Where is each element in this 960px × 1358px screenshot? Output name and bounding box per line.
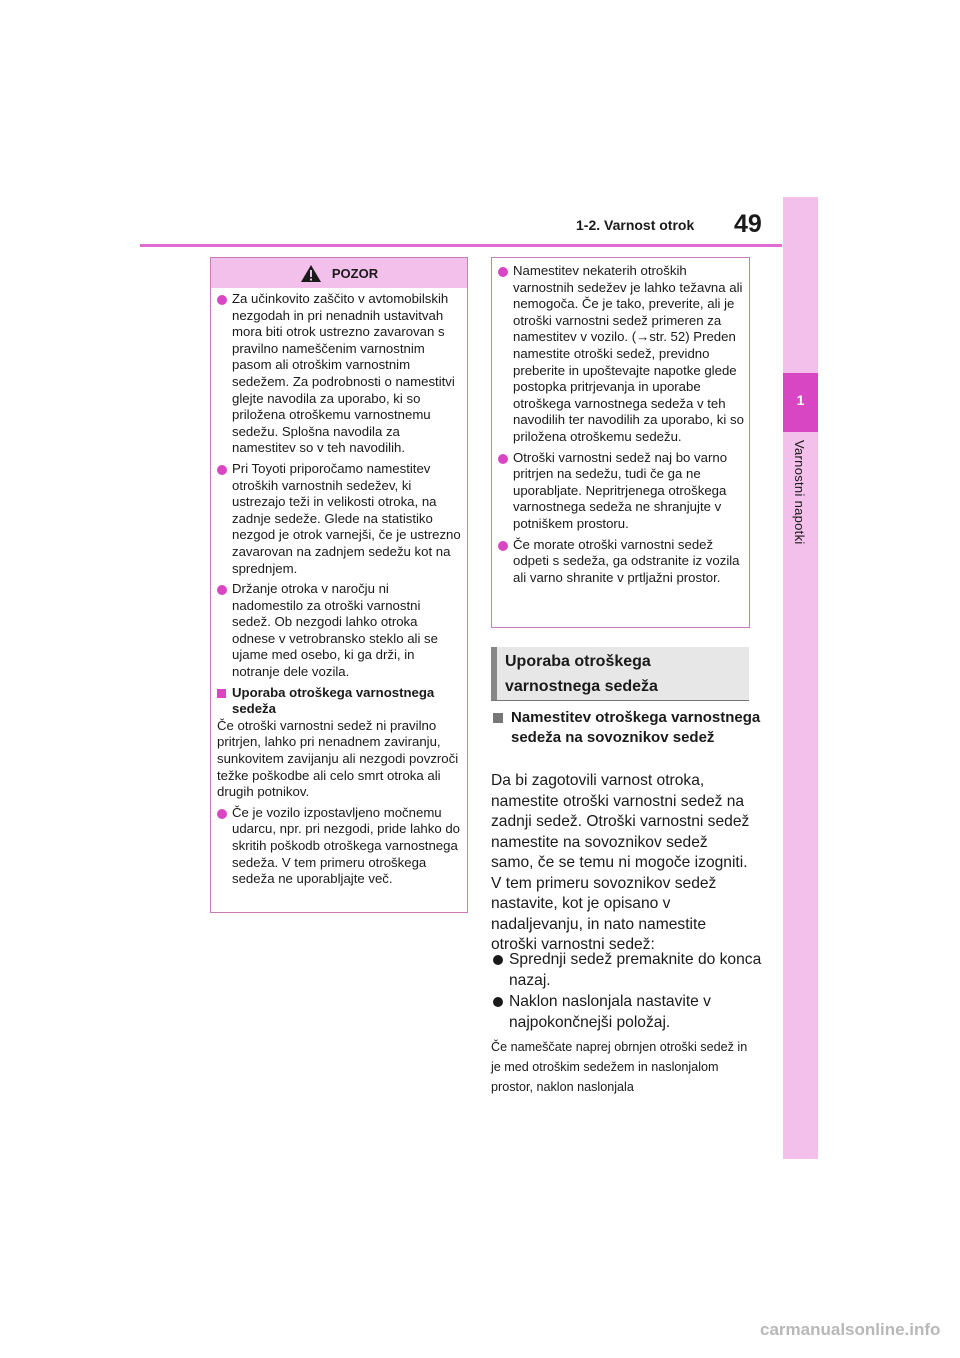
- caution-subtext: Če otroški varnostni sedež ni pravilno pritrjen, lahko pri nenadnem zaviranju, sunkovitem zavijanju ali nezgodi povzroči težke poškodbe ali celo smrt otroka ali drugih potnikov.: [217, 717, 459, 800]
- watermark: carmanualsonline.info: [760, 1320, 941, 1339]
- caution-item: Držanje otroka v naročju ni nadomestilo za otroški varnostni sedež. Ob nezgodi lahko otroka odnese v vetrobransko steklo ali se ujame med osebo, ki ga drži, in notranje dele vozila.: [217, 581, 462, 681]
- bullet-icon: [217, 585, 227, 595]
- caution-item: Če je vozilo izpostavljeno močnemu udarcu, npr. pri nezgodi, pride lahko do skritih poškodb otroškega varnostnega sedeža. V tem primeru otroškega sedeža ne uporabljajte več.: [217, 805, 462, 888]
- caution-item: Pri Toyoti priporočamo namestitev otroških varnostnih sedežev, ki ustrezajo teži in velikosti otroka, na zadnje sedeže. Glede na statistiko nezgod je otrok varnejši, če je ustrezno zavarovan na zadnjem sedežu kot na sprednjem.: [217, 461, 462, 577]
- side-tab-number: 1: [796, 392, 805, 408]
- square-bullet-icon: [493, 713, 503, 723]
- page-number: 49: [734, 210, 762, 238]
- list-item: Naklon naslonjala nastavite v najpokončnejši položaj.: [491, 992, 771, 1033]
- bullet-icon: [498, 541, 508, 551]
- caution-continued-box: [491, 257, 750, 628]
- caution-item: Namestitev nekaterih otroških varnostnih sedežev je lahko težavna ali nemogoča. Če je tako, preverite, ali je otroški varnostni sedež primeren za namestitev v vozilo. (→str. 52) Preden namestite otroški sedež, previdno preberite in upoštevajte napotke glede postopka pritrjevanja in uporabe otroškega varnostnega sedeža v teh navodilih ter navodilih za uporabo, ki so priložena otroškemu sedežu.: [498, 263, 744, 446]
- bullet-icon: [498, 267, 508, 277]
- section-title: Uporaba otroškega varnostnega sedeža: [505, 653, 658, 695]
- caution-subheading: Uporaba otroškega varnostnega sedeža: [217, 685, 462, 718]
- caution-continued-body: [492, 258, 749, 586]
- square-bullet-icon: [217, 689, 226, 698]
- caution-item: Za učinkovito zaščito v avtomobilskih nezgodah in pri nenadnih ustavitvah mora biti otrok ustrezno zavarovan s pravilno nameščenim varnostnim pasom ali otroškim varnostnim sedežem. Za podrobnosti o namestitvi glejte navodila za uporabo, ki so priložena otroškemu varnostnemu sedežu. Splošna navodila za namestitev so v teh navodilih.: [217, 291, 462, 457]
- warning-icon: [300, 264, 322, 283]
- caution-box: [210, 257, 468, 913]
- body-paragraph: Da bi zagotovili varnost otroka, namestite otroški varnostni sedež na zadnji sedež. Otroški varnostni sedež namestite na sovoznikov sedež samo, če se temu ni mogoče izogniti. V tem primeru sovoznikov sedež nastavite, kot je opisano v nadaljevanju, in nato namestite otroški varnostni sedež:: [491, 772, 750, 953]
- section-accent-bar: [491, 647, 497, 700]
- caution-title: POZOR: [331, 265, 379, 281]
- section-title-band: [491, 647, 749, 701]
- header-rule: [140, 244, 782, 247]
- caution-body: [211, 288, 467, 888]
- caution-item: Otroški varnostni sedež naj bo varno pritrjen na sedežu, tudi če ga ne uporabljate. Nepritrjenega otroškega varnostnega sedeža ne shranjujte v potniškem prostoru.: [498, 450, 744, 533]
- note-text: Če nameščate naprej obrnjen otroški sedež in je med otroškim sedežem in naslonjalom prostor, naklon naslonjala: [491, 1040, 748, 1094]
- sub-heading: Namestitev otroškega varnostnega sedeža na sovoznikov sedež: [491, 708, 771, 748]
- side-tab-strip: [783, 197, 818, 1159]
- caution-header: [211, 258, 467, 288]
- list-item: Sprednji sedež premaknite do konca nazaj.: [491, 950, 771, 991]
- bullet-icon: [217, 465, 227, 475]
- bullet-icon: [493, 955, 503, 965]
- bullet-icon: [493, 997, 503, 1007]
- bullet-icon: [217, 295, 227, 305]
- side-tab-label: Varnostni napotki: [792, 440, 807, 545]
- section-header: 1-2. Varnost otrok: [576, 217, 695, 233]
- bullet-icon: [498, 454, 508, 464]
- bullet-icon: [217, 809, 227, 819]
- caution-item: Če morate otroški varnostni sedež odpeti s sedeža, ga odstranite iz vozila ali varno shranite v prtljažni prostor.: [498, 537, 744, 587]
